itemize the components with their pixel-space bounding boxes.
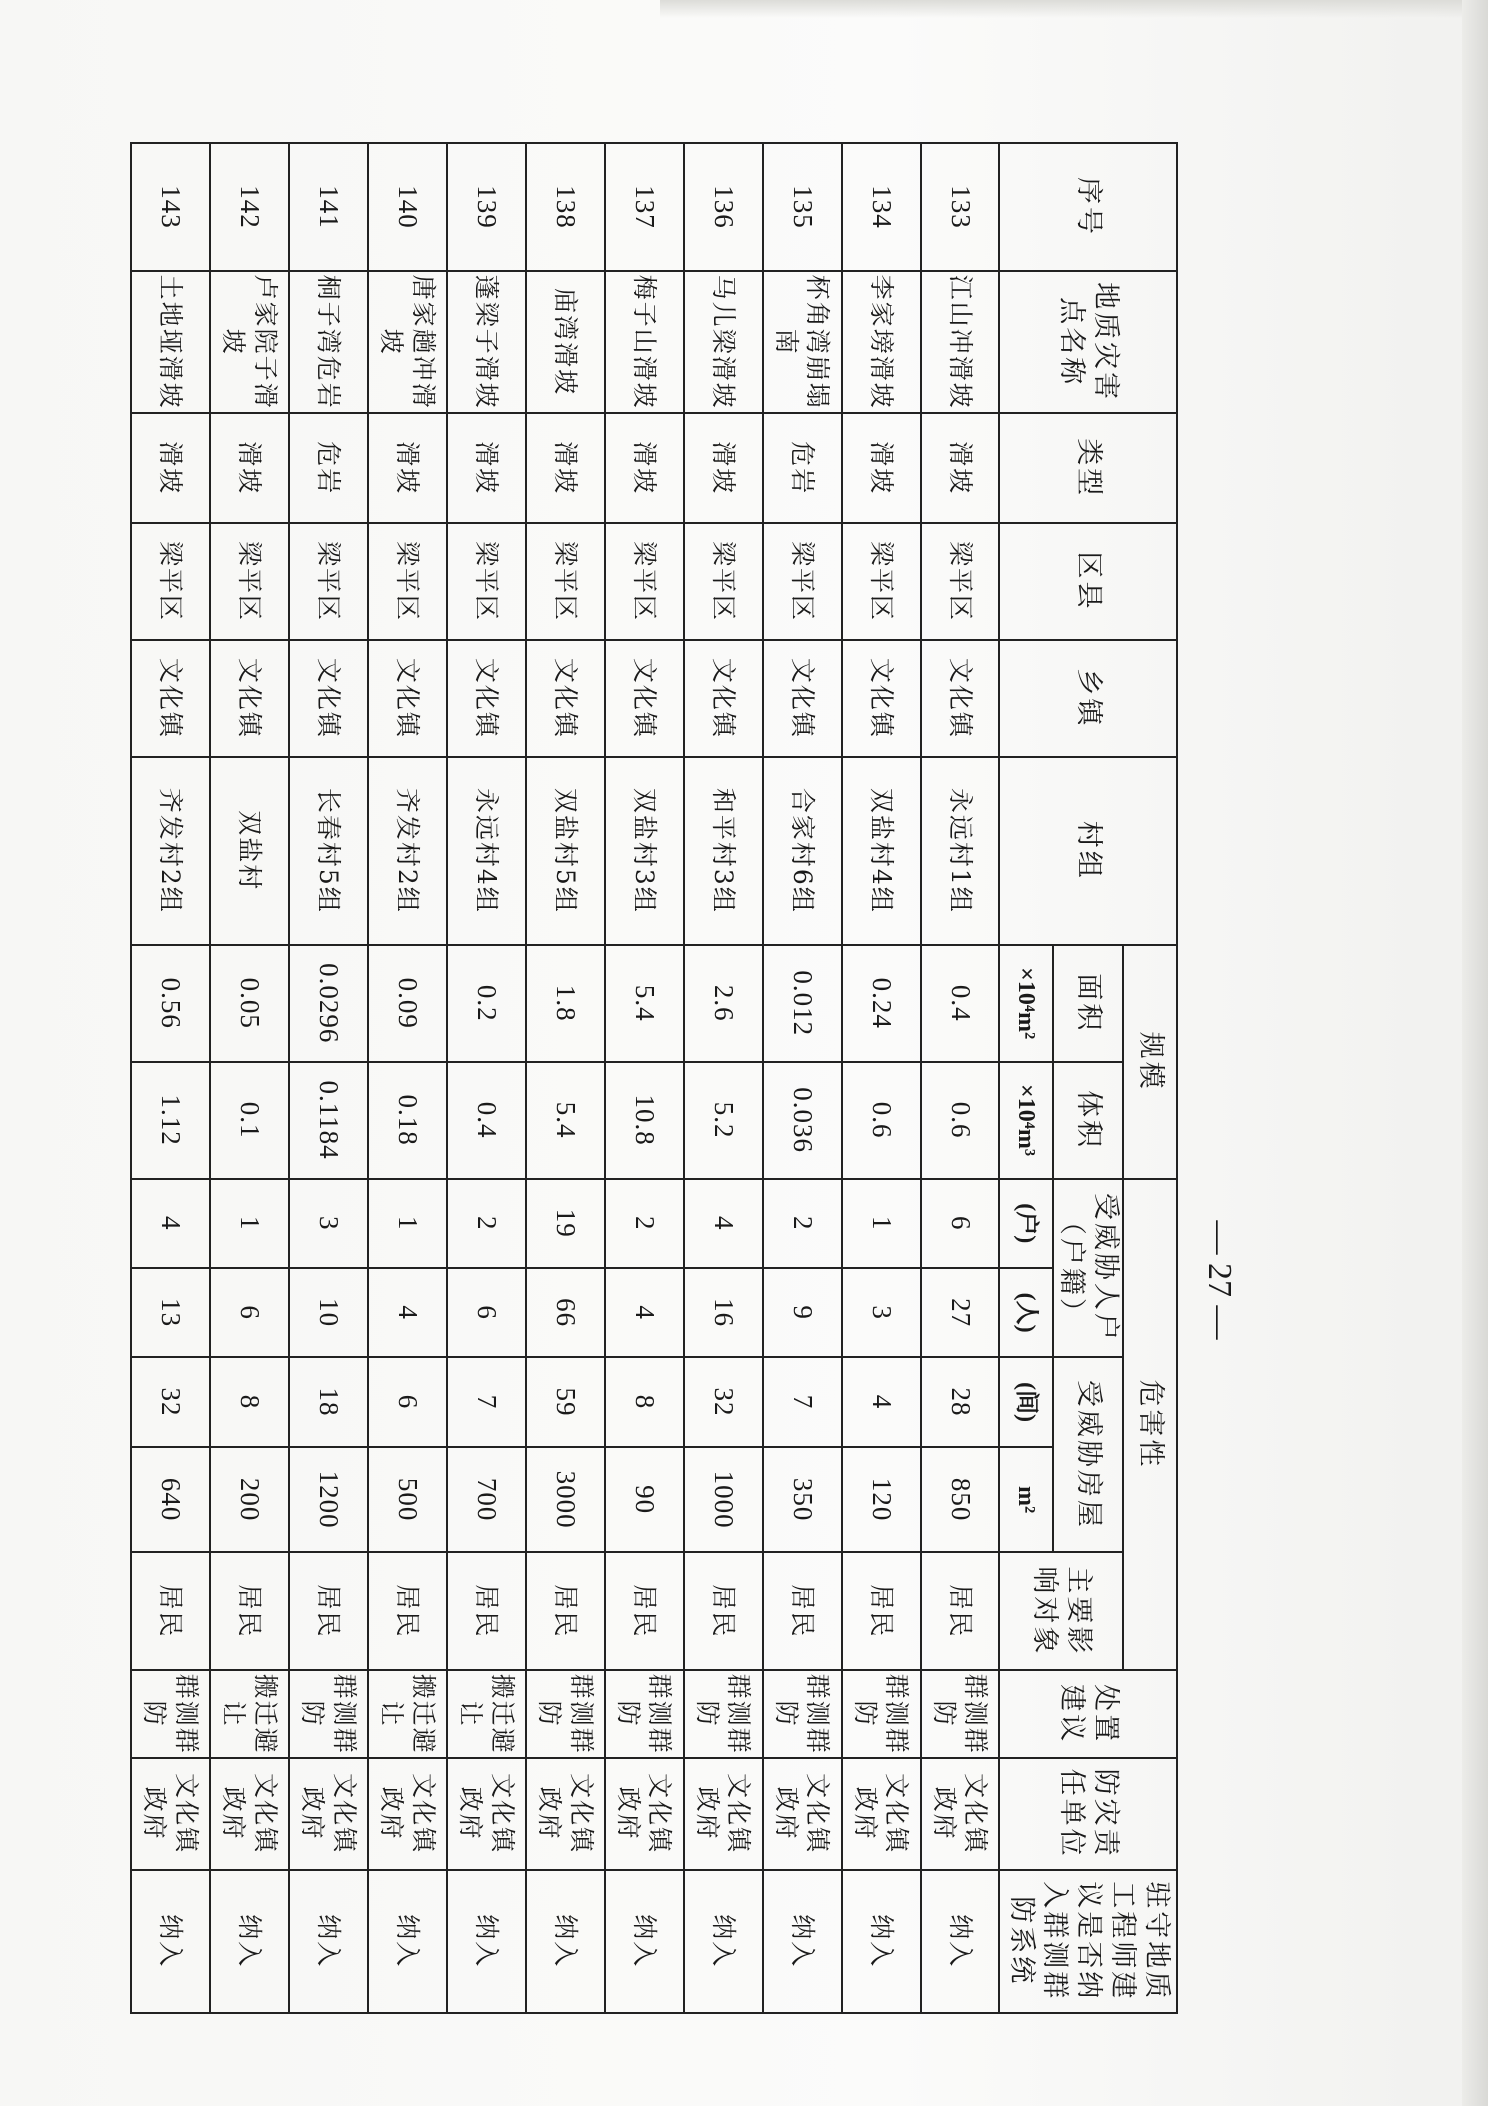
cell-town: 文化镇 bbox=[131, 640, 210, 757]
cell-people: 4 bbox=[368, 1268, 447, 1357]
cell-responsible: 文化镇政府 bbox=[368, 1758, 447, 1870]
cell-people: 13 bbox=[131, 1268, 210, 1357]
cell-responsible: 文化镇政府 bbox=[921, 1758, 1000, 1870]
cell-name: 土地垭滑坡 bbox=[131, 271, 210, 413]
cell-included: 纳入 bbox=[210, 1870, 289, 2013]
cell-area: 0.56 bbox=[131, 945, 210, 1062]
cell-town: 文化镇 bbox=[447, 640, 526, 757]
header-county: 区县 bbox=[1000, 523, 1178, 640]
page-fold-shadow bbox=[660, 0, 1480, 18]
cell-sqm: 640 bbox=[131, 1447, 210, 1553]
cell-county: 梁平区 bbox=[842, 523, 921, 640]
header-village: 村组 bbox=[1000, 757, 1178, 945]
cell-seq: 140 bbox=[368, 143, 447, 271]
cell-volume: 0.6 bbox=[842, 1062, 921, 1179]
cell-volume: 0.6 bbox=[921, 1062, 1000, 1179]
cell-people: 6 bbox=[210, 1268, 289, 1357]
cell-type: 危岩 bbox=[289, 413, 368, 523]
cell-sqm: 1200 bbox=[289, 1447, 368, 1553]
cell-name: 梅子山滑坡 bbox=[605, 271, 684, 413]
cell-name: 李家塝滑坡 bbox=[842, 271, 921, 413]
cell-volume: 0.4 bbox=[447, 1062, 526, 1179]
cell-type: 滑坡 bbox=[605, 413, 684, 523]
cell-county: 梁平区 bbox=[763, 523, 842, 640]
cell-village: 齐发村2组 bbox=[368, 757, 447, 945]
cell-area: 0.09 bbox=[368, 945, 447, 1062]
cell-area: 0.012 bbox=[763, 945, 842, 1062]
unit-people: (人) bbox=[1000, 1268, 1054, 1357]
cell-name: 庙湾滑坡 bbox=[526, 271, 605, 413]
cell-area: 2.6 bbox=[684, 945, 763, 1062]
table-row bbox=[763, 143, 842, 2013]
table-row bbox=[131, 143, 210, 2013]
cell-households: 19 bbox=[526, 1179, 605, 1268]
header-town: 乡镇 bbox=[1000, 640, 1178, 757]
cell-town: 文化镇 bbox=[763, 640, 842, 757]
table-row bbox=[921, 143, 1000, 2013]
cell-area: 0.2 bbox=[447, 945, 526, 1062]
header-included: 驻守地质工程师建议是否纳入群测群防系统 bbox=[1000, 1870, 1178, 2013]
cell-village: 双盐村 bbox=[210, 757, 289, 945]
cell-type: 滑坡 bbox=[921, 413, 1000, 523]
cell-seq: 138 bbox=[526, 143, 605, 271]
cell-rooms: 8 bbox=[605, 1357, 684, 1446]
header-name: 地质灾害点名称 bbox=[1000, 271, 1178, 413]
cell-rooms: 7 bbox=[447, 1357, 526, 1446]
cell-name: 江山冲滑坡 bbox=[921, 271, 1000, 413]
cell-included: 纳入 bbox=[763, 1870, 842, 2013]
cell-town: 文化镇 bbox=[210, 640, 289, 757]
cell-measure: 搬迁避让 bbox=[447, 1670, 526, 1757]
cell-responsible: 文化镇政府 bbox=[842, 1758, 921, 1870]
cell-volume: 0.036 bbox=[763, 1062, 842, 1179]
table-row bbox=[368, 143, 447, 2013]
table-row bbox=[605, 143, 684, 2013]
cell-responsible: 文化镇政府 bbox=[605, 1758, 684, 1870]
cell-households: 4 bbox=[684, 1179, 763, 1268]
cell-seq: 136 bbox=[684, 143, 763, 271]
cell-seq: 139 bbox=[447, 143, 526, 271]
cell-households: 1 bbox=[368, 1179, 447, 1268]
cell-object: 居民 bbox=[921, 1552, 1000, 1670]
cell-county: 梁平区 bbox=[368, 523, 447, 640]
cell-village: 合家村6组 bbox=[763, 757, 842, 945]
header-type: 类型 bbox=[1000, 413, 1178, 523]
cell-sqm: 3000 bbox=[526, 1447, 605, 1553]
cell-seq: 133 bbox=[921, 143, 1000, 271]
cell-type: 滑坡 bbox=[526, 413, 605, 523]
cell-town: 文化镇 bbox=[921, 640, 1000, 757]
cell-object: 居民 bbox=[368, 1552, 447, 1670]
cell-households: 2 bbox=[605, 1179, 684, 1268]
header-hazard: 危害性 bbox=[1123, 1179, 1177, 1671]
cell-included: 纳入 bbox=[684, 1870, 763, 2013]
cell-seq: 143 bbox=[131, 143, 210, 271]
cell-sqm: 200 bbox=[210, 1447, 289, 1553]
cell-included: 纳入 bbox=[368, 1870, 447, 2013]
cell-town: 文化镇 bbox=[368, 640, 447, 757]
cell-included: 纳入 bbox=[921, 1870, 1000, 2013]
cell-measure: 群测群防 bbox=[605, 1670, 684, 1757]
cell-name: 唐家趟冲滑坡 bbox=[368, 271, 447, 413]
cell-town: 文化镇 bbox=[289, 640, 368, 757]
cell-included: 纳入 bbox=[131, 1870, 210, 2013]
cell-object: 居民 bbox=[447, 1552, 526, 1670]
cell-responsible: 文化镇政府 bbox=[289, 1758, 368, 1870]
cell-name: 卢家院子滑坡 bbox=[210, 271, 289, 413]
cell-volume: 0.1184 bbox=[289, 1062, 368, 1179]
cell-households: 4 bbox=[131, 1179, 210, 1268]
cell-volume: 5.4 bbox=[526, 1062, 605, 1179]
cell-area: 0.05 bbox=[210, 945, 289, 1062]
cell-included: 纳入 bbox=[605, 1870, 684, 2013]
cell-responsible: 文化镇政府 bbox=[526, 1758, 605, 1870]
header-main-object: 主要影响对象 bbox=[1000, 1552, 1124, 1670]
unit-volume: ×10⁴m³ bbox=[1000, 1062, 1054, 1179]
cell-town: 文化镇 bbox=[526, 640, 605, 757]
cell-measure: 搬迁避让 bbox=[368, 1670, 447, 1757]
unit-sqm: m² bbox=[1000, 1447, 1054, 1553]
cell-village: 齐发村2组 bbox=[131, 757, 210, 945]
cell-village: 长春村5组 bbox=[289, 757, 368, 945]
cell-town: 文化镇 bbox=[842, 640, 921, 757]
table-row bbox=[684, 143, 763, 2013]
cell-town: 文化镇 bbox=[605, 640, 684, 757]
cell-type: 滑坡 bbox=[684, 413, 763, 523]
cell-measure: 群测群防 bbox=[763, 1670, 842, 1757]
cell-village: 双盐村3组 bbox=[605, 757, 684, 945]
cell-village: 双盐村5组 bbox=[526, 757, 605, 945]
cell-town: 文化镇 bbox=[684, 640, 763, 757]
cell-measure: 群测群防 bbox=[526, 1670, 605, 1757]
table-row bbox=[447, 143, 526, 2013]
cell-area: 5.4 bbox=[605, 945, 684, 1062]
header-measure: 处置建议 bbox=[1000, 1670, 1178, 1757]
cell-name: 马儿梁滑坡 bbox=[684, 271, 763, 413]
cell-people: 16 bbox=[684, 1268, 763, 1357]
cell-sqm: 90 bbox=[605, 1447, 684, 1553]
cell-sqm: 1000 bbox=[684, 1447, 763, 1553]
cell-county: 梁平区 bbox=[289, 523, 368, 640]
cell-responsible: 文化镇政府 bbox=[210, 1758, 289, 1870]
rotated-table-container bbox=[130, 142, 1178, 2014]
cell-people: 6 bbox=[447, 1268, 526, 1357]
cell-volume: 1.12 bbox=[131, 1062, 210, 1179]
cell-object: 居民 bbox=[289, 1552, 368, 1670]
unit-rooms: (间) bbox=[1000, 1357, 1054, 1446]
cell-rooms: 8 bbox=[210, 1357, 289, 1446]
header-scale: 规模 bbox=[1123, 945, 1177, 1179]
cell-type: 滑坡 bbox=[368, 413, 447, 523]
cell-households: 6 bbox=[921, 1179, 1000, 1268]
cell-rooms: 18 bbox=[289, 1357, 368, 1446]
table-row bbox=[289, 143, 368, 2013]
cell-rooms: 6 bbox=[368, 1357, 447, 1446]
cell-village: 永远村1组 bbox=[921, 757, 1000, 945]
cell-sqm: 120 bbox=[842, 1447, 921, 1553]
cell-village: 和平村3组 bbox=[684, 757, 763, 945]
cell-responsible: 文化镇政府 bbox=[763, 1758, 842, 1870]
cell-county: 梁平区 bbox=[684, 523, 763, 640]
cell-sqm: 850 bbox=[921, 1447, 1000, 1553]
cell-area: 0.24 bbox=[842, 945, 921, 1062]
cell-county: 梁平区 bbox=[526, 523, 605, 640]
cell-included: 纳入 bbox=[447, 1870, 526, 2013]
cell-volume: 0.18 bbox=[368, 1062, 447, 1179]
unit-area: ×10⁴m² bbox=[1000, 945, 1054, 1062]
cell-type: 滑坡 bbox=[131, 413, 210, 523]
cell-measure: 群测群防 bbox=[921, 1670, 1000, 1757]
header-seq: 序号 bbox=[1000, 143, 1178, 271]
cell-name: 杯角湾崩塌南 bbox=[763, 271, 842, 413]
cell-area: 0.4 bbox=[921, 945, 1000, 1062]
cell-rooms: 4 bbox=[842, 1357, 921, 1446]
cell-seq: 142 bbox=[210, 143, 289, 271]
cell-responsible: 文化镇政府 bbox=[447, 1758, 526, 1870]
cell-village: 永远村4组 bbox=[447, 757, 526, 945]
cell-seq: 135 bbox=[763, 143, 842, 271]
header-area: 面积 bbox=[1054, 945, 1124, 1062]
cell-name: 桐子湾危岩 bbox=[289, 271, 368, 413]
cell-people: 3 bbox=[842, 1268, 921, 1357]
cell-people: 9 bbox=[763, 1268, 842, 1357]
header-responsible: 防灾责任单位 bbox=[1000, 1758, 1178, 1870]
table-row bbox=[526, 143, 605, 2013]
table-row bbox=[842, 143, 921, 2013]
unit-households: (户) bbox=[1000, 1179, 1054, 1268]
cell-county: 梁平区 bbox=[605, 523, 684, 640]
cell-type: 危岩 bbox=[763, 413, 842, 523]
cell-rooms: 28 bbox=[921, 1357, 1000, 1446]
cell-county: 梁平区 bbox=[210, 523, 289, 640]
cell-households: 2 bbox=[763, 1179, 842, 1268]
cell-object: 居民 bbox=[526, 1552, 605, 1670]
cell-people: 66 bbox=[526, 1268, 605, 1357]
cell-area: 0.0296 bbox=[289, 945, 368, 1062]
cell-sqm: 500 bbox=[368, 1447, 447, 1553]
header-threat-houses: 受威胁房屋 bbox=[1054, 1357, 1124, 1552]
cell-sqm: 700 bbox=[447, 1447, 526, 1553]
cell-included: 纳入 bbox=[842, 1870, 921, 2013]
table-row bbox=[210, 143, 289, 2013]
cell-seq: 134 bbox=[842, 143, 921, 271]
cell-households: 3 bbox=[289, 1179, 368, 1268]
cell-households: 1 bbox=[210, 1179, 289, 1268]
page-edge-shadow bbox=[1462, 0, 1488, 2106]
cell-responsible: 文化镇政府 bbox=[684, 1758, 763, 1870]
cell-object: 居民 bbox=[684, 1552, 763, 1670]
cell-object: 居民 bbox=[605, 1552, 684, 1670]
cell-rooms: 7 bbox=[763, 1357, 842, 1446]
cell-object: 居民 bbox=[842, 1552, 921, 1670]
cell-households: 1 bbox=[842, 1179, 921, 1268]
cell-county: 梁平区 bbox=[131, 523, 210, 640]
cell-county: 梁平区 bbox=[921, 523, 1000, 640]
cell-rooms: 59 bbox=[526, 1357, 605, 1446]
cell-object: 居民 bbox=[210, 1552, 289, 1670]
header-volume: 体积 bbox=[1054, 1062, 1124, 1179]
cell-measure: 搬迁避让 bbox=[210, 1670, 289, 1757]
cell-name: 蓬梁子滑坡 bbox=[447, 271, 526, 413]
cell-included: 纳入 bbox=[526, 1870, 605, 2013]
cell-responsible: 文化镇政府 bbox=[131, 1758, 210, 1870]
cell-area: 1.8 bbox=[526, 945, 605, 1062]
header-threat-households: 受威胁人户（户籍） bbox=[1054, 1179, 1124, 1358]
cell-volume: 5.2 bbox=[684, 1062, 763, 1179]
cell-type: 滑坡 bbox=[842, 413, 921, 523]
cell-object: 居民 bbox=[131, 1552, 210, 1670]
cell-rooms: 32 bbox=[131, 1357, 210, 1446]
cell-volume: 10.8 bbox=[605, 1062, 684, 1179]
cell-village: 双盐村4组 bbox=[842, 757, 921, 945]
cell-seq: 137 bbox=[605, 143, 684, 271]
cell-measure: 群测群防 bbox=[842, 1670, 921, 1757]
cell-people: 27 bbox=[921, 1268, 1000, 1357]
cell-households: 2 bbox=[447, 1179, 526, 1268]
page-number: — 27 — bbox=[1201, 1220, 1238, 1340]
cell-people: 10 bbox=[289, 1268, 368, 1357]
cell-object: 居民 bbox=[763, 1552, 842, 1670]
cell-type: 滑坡 bbox=[447, 413, 526, 523]
cell-volume: 0.1 bbox=[210, 1062, 289, 1179]
cell-rooms: 32 bbox=[684, 1357, 763, 1446]
cell-sqm: 350 bbox=[763, 1447, 842, 1553]
cell-measure: 群测群防 bbox=[131, 1670, 210, 1757]
cell-measure: 群测群防 bbox=[684, 1670, 763, 1757]
cell-people: 4 bbox=[605, 1268, 684, 1357]
disaster-points-table bbox=[130, 142, 1178, 2014]
cell-included: 纳入 bbox=[289, 1870, 368, 2013]
cell-measure: 群测群防 bbox=[289, 1670, 368, 1757]
cell-type: 滑坡 bbox=[210, 413, 289, 523]
cell-seq: 141 bbox=[289, 143, 368, 271]
cell-county: 梁平区 bbox=[447, 523, 526, 640]
